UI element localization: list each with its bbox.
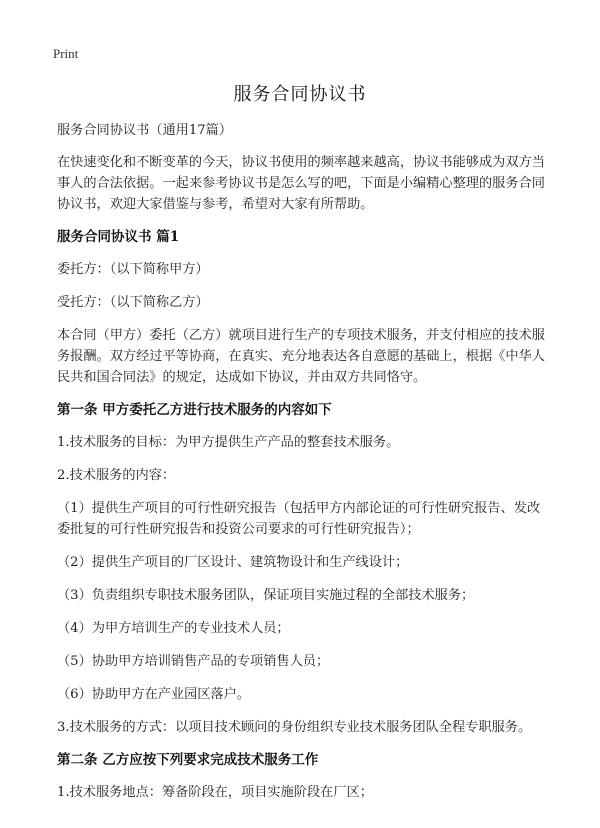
article-1-heading: 第一条 甲方委托乙方进行技术服务的内容如下 (57, 402, 332, 418)
page-title: 服务合同协议书 (233, 84, 367, 105)
article-2-heading: 第二条 乙方应按下列要求完成技术服务工作 (57, 752, 319, 768)
list-item: （1）提供生产项目的可行性研究报告（包括甲方内部论证的可行性研究报告、发改委批复的可行性研究报告和投资公司要求的可行性研究报告）； (57, 501, 541, 537)
print-link[interactable]: Print (53, 46, 79, 61)
list-item: （4）为甲方培训生产的专业技术人员； (57, 621, 290, 636)
list-item: 3.技术服务的方式：以项目技术顾问的身份组织专业技术服务团队全程专职服务。 (57, 720, 532, 735)
document-body (57, 120, 552, 815)
list-item: （3）负责组织专职技术服务团队，保证项目实施过程的全部技术服务； (57, 588, 475, 603)
list-item: 1.技术服务地点：筹备阶段在，项目实施阶段在厂区； (57, 785, 373, 800)
list-item: （6）协助甲方在产业园区落户。 (57, 687, 251, 702)
section-heading-1: 服务合同协议书 篇1 (57, 229, 180, 245)
document-subtitle: 服务合同协议书（通用17篇） (57, 123, 233, 138)
intro-paragraph: 在快速变化和不断变革的今天，协议书使用的频率越来越高，协议书能够成为双方当事人的合法依据。一起来参考协议书是怎么写的吧，下面是小编精心整理的服务合同协议书，欢迎大家借鉴与参考，希望对大家有所帮助。 (57, 155, 545, 212)
list-item: 2.技术服务的内容： (57, 468, 176, 483)
contractor-line: 受托方：（以下简称乙方） (57, 295, 209, 310)
preamble-paragraph: 本合同（甲方）委托（乙方）就项目进行生产的专项技术服务，并支付相应的技术服务报酬。双方经过平等协商，在真实、充分地表达各自意愿的基础上，根据《中华人民共和国合同法》的规定，达成如下协议，并由双方共同恪守。 (57, 328, 545, 385)
list-item: 1.技术服务的目标：为甲方提供生产产品的整套技术服务。 (57, 435, 400, 450)
client-line: 委托方：（以下简称甲方） (57, 262, 209, 277)
list-item: （5）协助甲方培训销售产品的专项销售人员； (57, 654, 330, 669)
list-item: （2）提供生产项目的厂区设计、建筑物设计和生产线设计； (57, 555, 409, 570)
article-1-list (57, 432, 552, 738)
